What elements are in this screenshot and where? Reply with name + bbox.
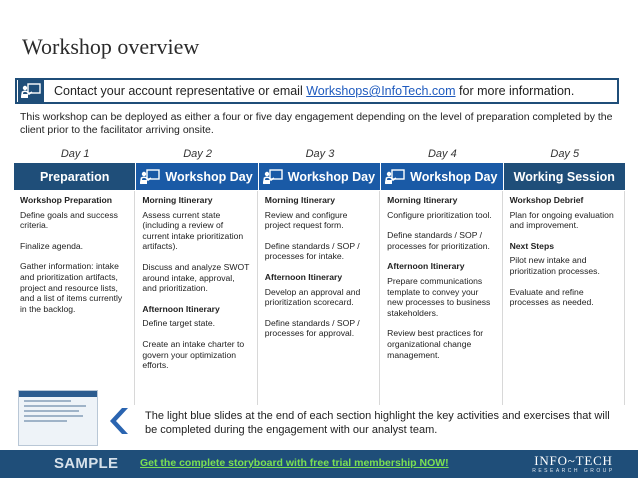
column-item: Define standards / SOP / processes for prioritization. — [387, 230, 490, 251]
column-item: Gather information: intake and prioritization artifacts, project and resource lists, and a list of items currently in the backlog. — [20, 261, 123, 314]
contact-text-before: Contact your account representative or email — [54, 84, 307, 98]
column-item: Assess current state (including a review of current intake prioritization artifacts). — [142, 209, 244, 252]
afternoon-heading: Afternoon Itinerary — [264, 271, 343, 282]
column-item: Discuss and analyze SWOT around intake, approval, and prioritization. — [142, 261, 250, 294]
header-workshop-day-2 — [136, 163, 257, 190]
column-heading: Workshop Debrief — [509, 195, 584, 205]
header-label: Preparation — [39, 169, 110, 184]
column-item: Pilot new intake and prioritization processes. — [509, 255, 600, 276]
afternoon-heading: Afternoon Itinerary — [142, 303, 220, 314]
day-label-3: Day 3 — [305, 148, 335, 160]
intro-text: This workshop can be deployed as either a four or five day engagement depending on the level of preparation completed by the client prior to the facilitator arriving onsite. — [20, 111, 613, 136]
thumbnail-line — [24, 410, 79, 412]
day-columns — [14, 191, 626, 405]
column-headers — [14, 163, 626, 190]
day-label-5: Day 5 — [550, 148, 580, 160]
column-item: Review and configure project request form. — [264, 209, 348, 231]
column-item: Develop an approval and prioritization scorecard. — [264, 286, 361, 308]
header-working-session — [504, 163, 625, 190]
workshop-presenter-icon — [385, 169, 405, 185]
contact-banner — [15, 78, 619, 104]
sample-label: SAMPLE — [54, 455, 119, 472]
column-item: Finalize agenda. — [20, 240, 84, 251]
thumbnail-line — [24, 420, 67, 422]
chevron-left-icon — [100, 406, 130, 436]
header-label: Workshop Day — [165, 169, 253, 184]
thumbnail-header-bar — [19, 391, 97, 397]
thumbnail-line — [24, 400, 71, 402]
day-labels — [14, 148, 626, 160]
column-item: Create an intake charter to govern your optimization efforts. — [142, 338, 245, 371]
column-heading: Morning Itinerary — [387, 195, 458, 205]
brand-name: INFO~TECH — [534, 453, 613, 468]
column-item: Prepare communications template to convey your new processes to business stakeholders. — [387, 275, 491, 318]
next-steps-heading: Next Steps — [509, 240, 554, 251]
workshop-presenter-icon — [18, 80, 44, 102]
header-label: Workshop Day — [410, 169, 498, 184]
afternoon-heading: Afternoon Itinerary — [387, 261, 465, 272]
column-day-2 — [136, 191, 257, 405]
column-item: Define goals and success criteria. — [20, 209, 118, 231]
column-heading: Morning Itinerary — [142, 195, 213, 205]
workshop-presenter-icon — [140, 169, 160, 185]
column-item: Review best practices for organizational change management. — [387, 328, 484, 360]
column-day-4 — [381, 191, 502, 405]
day-label-2: Day 2 — [183, 148, 212, 160]
header-preparation — [14, 163, 135, 190]
header-workshop-day-4 — [381, 163, 502, 190]
column-item: Plan for ongoing evaluation and improvement. — [509, 209, 614, 231]
thumbnail-line — [24, 405, 86, 407]
column-day-1 — [14, 191, 135, 405]
header-label: Working Session — [513, 169, 615, 184]
column-item: Define standards / SOP / processes for intake. — [264, 240, 360, 262]
header-label: Workshop Day — [287, 169, 376, 184]
contact-text — [54, 84, 574, 98]
note-text: The light blue slides at the end of each section highlight the key activities and exercises that will be completed during the engagement with our analyst team. — [145, 410, 610, 436]
column-heading: Morning Itinerary — [264, 195, 335, 205]
brand-logo — [526, 453, 621, 474]
free-trial-link[interactable]: Get the complete storyboard with free trial membership NOW! — [140, 457, 449, 469]
day-label-1: Day 1 — [60, 148, 90, 160]
slide-thumbnail — [18, 390, 98, 446]
workshop-presenter-icon — [263, 169, 283, 185]
header-workshop-day-3 — [259, 163, 380, 190]
column-item: Evaluate and refine processes as needed. — [509, 286, 594, 308]
column-heading: Workshop Preparation — [20, 195, 113, 205]
brand-subtitle: RESEARCH GROUP — [532, 468, 615, 474]
column-day-3 — [259, 191, 380, 405]
workshops-email-link[interactable]: Workshops@InfoTech.com — [306, 84, 456, 98]
thumbnail-line — [24, 415, 83, 417]
column-day-5 — [504, 191, 625, 405]
contact-text-after: for more information. — [455, 84, 575, 98]
column-item: Define standards / SOP / processes for approval. — [264, 317, 360, 339]
column-item: Define target state. — [142, 318, 216, 329]
page-title: Workshop overview — [22, 34, 200, 59]
day-label-4: Day 4 — [427, 148, 457, 160]
column-item: Configure prioritization tool. — [387, 209, 492, 220]
